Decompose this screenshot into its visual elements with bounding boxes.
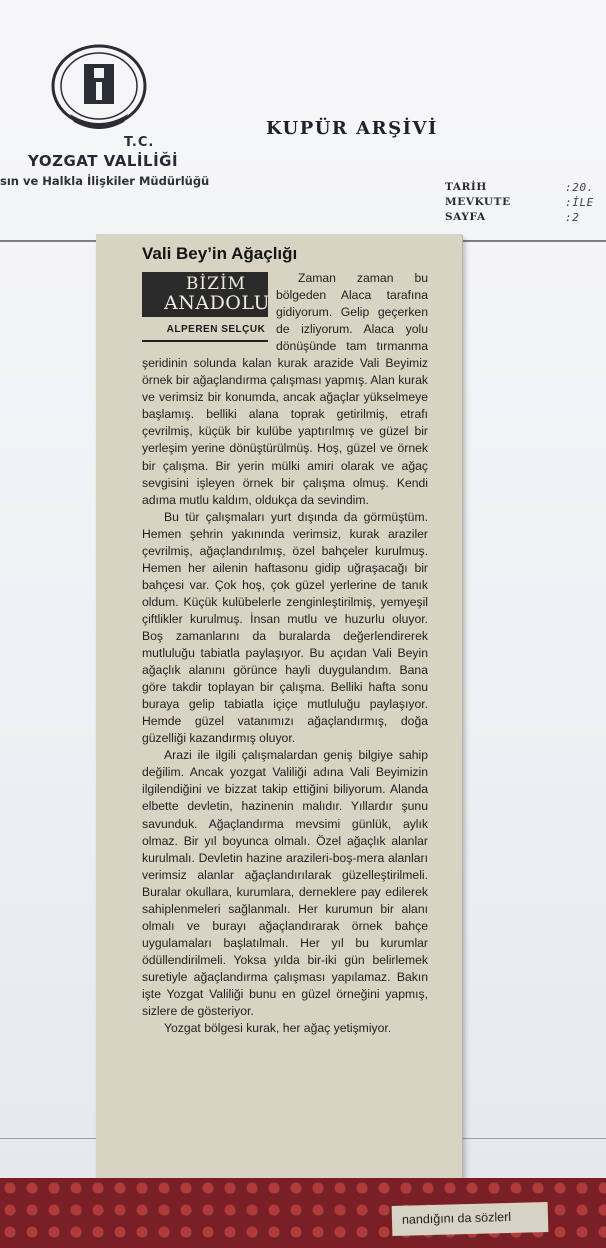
- article-paragraph: [142, 270, 428, 509]
- article: [142, 244, 428, 1037]
- meta-value: :2: [565, 211, 580, 224]
- article-paragraph: Yozgat bölgesi kurak, her ağaç yetişmiyor.: [164, 1021, 392, 1036]
- archive-title: KUPÜR ARŞİVİ: [266, 118, 438, 139]
- column-name-line2: ANADOLU: [164, 292, 270, 314]
- newspaper-clipping: [96, 234, 462, 1182]
- column-badge: [142, 272, 268, 317]
- article-paragraph: Bu tür çalışmaları yurt dışında da görmüştüm. Hemen şehrin yakınında verimsiz, kurak araziler çevrilmiş, ağaçlandırılmış, özel bahçeler kurulmuş. Hemen her ailenin haftasonu gidip uğraşacağı bir bahçesi var. Çok hoş, çok güzel yerlerine de tanık oldum. Küçük kulübelerle zenginleştirilmiş, yemyeşil çiftlikler kurulmuş. İnsan mutlu ve huzurlu oluyor. Boş zamanlarını da buralarda değerlendirerek mutluluğu tabiatla paylaşıyor. Bu açıdan Vali Beyin ağaçlık alanını görünce hayli duygulandım. Bana göre takdir toplayan bir çalışma. Belliki hafta sonu buraya gelip tabiatla içiçe mutluluğu paylaşıyor. Hemde güzel vatanımızı ağaçlandırmış, doğa güzelliği kazandırmış oluyor.: [142, 509, 428, 746]
- meta-key: MEVKUTE: [445, 196, 511, 208]
- header-department: sın ve Halkla İlişkiler Müdürlüğü: [0, 174, 210, 188]
- governorship-seal-icon: [50, 44, 148, 132]
- meta-row-periodical: [445, 196, 594, 211]
- meta-value: :20.: [565, 181, 594, 194]
- article-body: [142, 270, 428, 1037]
- header-tc: T.C.: [124, 135, 155, 150]
- header-institution: YOZGAT VALİLİĞİ: [28, 152, 179, 170]
- article-headline: Vali Bey’in Ağaçlığı: [142, 244, 298, 263]
- paper-scrap: nandığını da sözlerl: [392, 1202, 549, 1236]
- column-name-line1: BİZİM: [185, 274, 247, 294]
- article-paragraph: Arazi ile ilgili çalışmalardan geniş bilgiye sahip değilim. Ancak yozgat Valiliği adına Vali Beyimizin ilgilendiğini ve bizzat takip ettiğini biliyorum. Alanda elbette devletin, hazinenin malıdır. Yıllardır şunu savunduk. Ağaçlandırma mevsimi günlük, aylık olmaz. Bir yıl boyunca olmalı. Özel ağaçlık alanlar kurulmalı. Devletin hazine arazileri-boş-mera alanları verimsiz alanlar ağaçlandırılarak güzelleştirilmeli. Buralar okullara, kurumlara, derneklere pay edilerek sahiplenmeleri sağlanmalı. Her kurumun bir alanı olmalı ve burayı ağaçlandırarak örnek bahçe uygulamaları başlatılmalı. Her yıl bu kurumlar ödüllendirilmeli. Yoksa yılda bir-iki gün belirlemek suretiyle ağaçlandırma çalışması yapılamaz. Bakın işte Yozgat Valiliği bunu en güzel örneğini yapmış, sizlere de gösteriyor.: [142, 748, 428, 1019]
- paragraph-text: Zaman zaman bu bölgeden Alaca tarafına gidiyorum. Gelip geçerken de izliyorum. Alaca yolu dönüşünde tam tırmanma şeridinin solunda kalan kurak arazide Vali Beyimiz örnek bir ağaçlandırma çalışması yapmış. Alan kurak ve verimsiz bir konumda, ancak ağaçlar yükselmeye başlamış. belliki alana toprak getirilmiş, etrafı çevrilmiş, küçük bir kulübe yaptırılmış ve güzel bir yerleşim yerine dönüştürülmüş. Hoş, güzel ve örnek bir çalışma. Bir yerin mülki amiri olarak ve ağaç sevgisini işleyen örnek bir çalışma olmuş. Kendi adıma mutlu kaldım, oldukça da sevindim.: [142, 271, 428, 507]
- meta-key: SAYFA: [445, 211, 486, 223]
- column-logo: [142, 272, 268, 342]
- meta-value: :İLE: [565, 196, 594, 209]
- article-author: ALPEREN SELÇUK: [142, 321, 268, 342]
- meta-row-page: [445, 211, 594, 226]
- archive-meta: [445, 181, 594, 226]
- meta-row-date: [445, 181, 594, 196]
- meta-key: TARİH: [445, 181, 487, 193]
